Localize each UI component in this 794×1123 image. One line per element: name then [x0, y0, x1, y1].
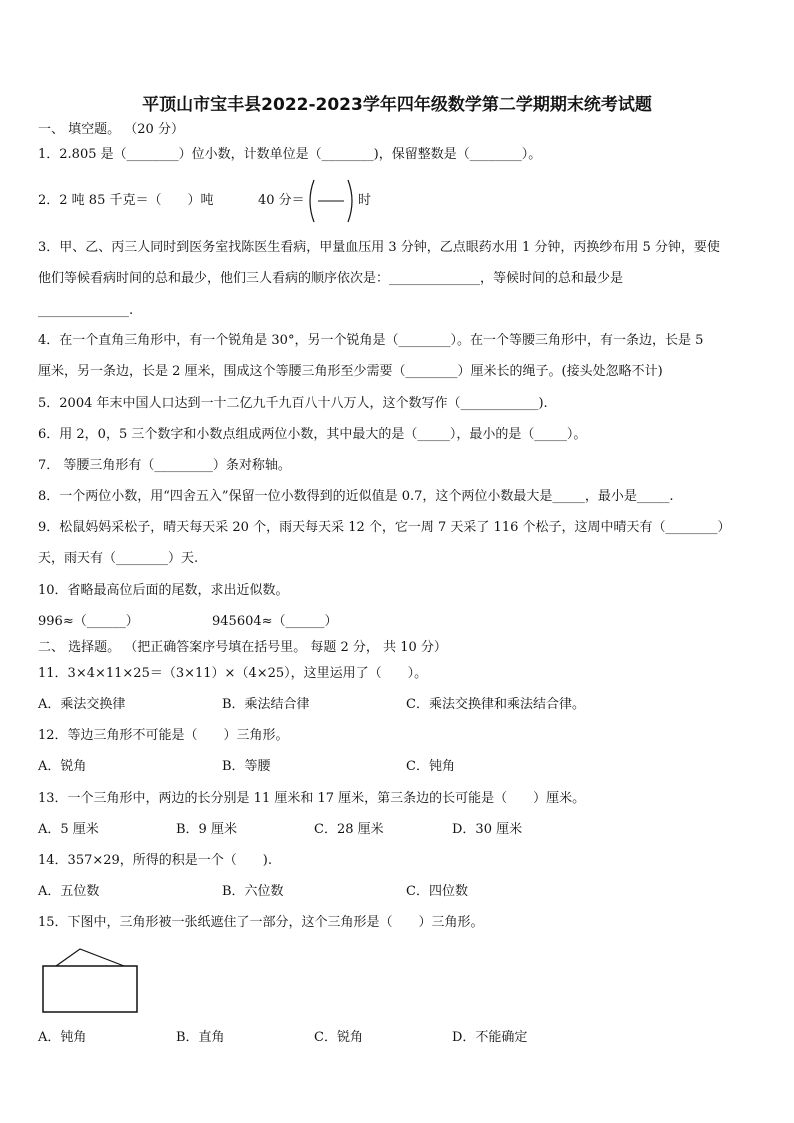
question-11-option-b[interactable]: B．乘法结合律 [222, 697, 310, 712]
question-7: 7． 等腰三角形有（_________）条对称轴。 [38, 458, 291, 473]
question-10: 10．省略最高位后面的尾数，求出近似数。 [38, 583, 289, 598]
question-15-option-d[interactable]: D．不能确定 [452, 1030, 528, 1045]
covered-triangle-figure [40, 944, 142, 1016]
question-14-option-c[interactable]: C．四位数 [406, 884, 468, 899]
question-3-line3: ______________. [38, 303, 134, 318]
question-11: 11．3×4×11×25＝（3×11）×（4×25），这里运用了（ ）。 [38, 666, 428, 681]
question-15-option-a[interactable]: A．钝角 [38, 1030, 87, 1045]
question-13-option-d[interactable]: D．30 厘米 [452, 822, 523, 837]
question-5: 5．2004 年末中国人口达到一十二亿九千九百八十八万人，这个数写作（____________). [38, 396, 548, 411]
question-11-option-a[interactable]: A．乘法交换律 [38, 697, 126, 712]
question-13: 13．一个三角形中，两边的长分别是 11 厘米和 17 厘米，第三条边的长可能是（ ）厘米。 [38, 791, 586, 806]
question-14-option-a[interactable]: A．五位数 [38, 884, 100, 899]
page-title: 平顶山市宝丰县2022-2023学年四年级数学第二学期期末统考试题 [142, 95, 652, 115]
question-12-option-c[interactable]: C．钝角 [406, 759, 455, 774]
question-15: 15．下图中，三角形被一张纸遮住了一部分，这个三角形是（ ）三角形。 [38, 915, 484, 930]
question-13-option-c[interactable]: C．28 厘米 [314, 822, 384, 837]
question-6: 6．用 2，0，5 三个数字和小数点组成两位小数，其中最大的是（_____），最小的是（_____）。 [38, 427, 587, 442]
question-13-option-a[interactable]: A．5 厘米 [38, 822, 99, 837]
question-12-option-a[interactable]: A．锐角 [38, 759, 87, 774]
question-4-line2: 厘米，另一条边，长是 2 厘米，围成这个等腰三角形至少需要（________）厘米长的绳子。(接头处忽略不计) [38, 364, 663, 379]
question-14-option-b[interactable]: B．六位数 [222, 884, 284, 899]
question-4-line1: 4．在一个直角三角形中，有一个锐角是 30°，另一个锐角是（________）。在一个等腰三角形中，有一条边，长是 5 [38, 333, 704, 348]
question-3-line1: 3．甲、乙、丙三人同时到医务室找陈医生看病，甲量血压用 3 分钟，乙点眼药水用 1 分钟，丙换纱布用 5 分钟，要使 [38, 240, 720, 255]
question-9-line2: 天，雨天有（________）天. [38, 551, 199, 566]
question-14: 14．357×29，所得的积是一个（ ). [38, 853, 272, 868]
question-10-part-a: 996≈（______） [38, 614, 139, 629]
question-9-line1: 9．松鼠妈妈采松子，晴天每天采 20 个，雨天每天采 12 个，它一周 7 天采了 116 个松子，这周中晴天有（________） [38, 520, 731, 535]
question-10-part-b: 945604≈（______） [212, 614, 338, 629]
section1-header: 一、 填空题。 （20 分） [38, 122, 184, 137]
fraction-bracket-icon [304, 178, 358, 224]
question-12: 12．等边三角形不可能是（ ）三角形。 [38, 728, 289, 743]
question-15-option-c[interactable]: C．锐角 [314, 1030, 363, 1045]
question-2-part-b: 40 分＝ [258, 193, 305, 208]
question-2-part-c: 时 [358, 193, 372, 208]
section2-header: 二、 选择题。 （把正确答案序号填在括号里。 每题 2 分， 共 10 分） [38, 640, 447, 655]
question-11-option-c[interactable]: C．乘法交换律和乘法结合律。 [406, 697, 585, 712]
question-2-part-a: 2．2 吨 85 千克＝（ ）吨 [38, 193, 214, 208]
question-1: 1．2.805 是（________）位小数，计数单位是（________)，保留整数是（________）。 [38, 147, 542, 162]
question-15-option-b[interactable]: B．直角 [176, 1030, 225, 1045]
question-13-option-b[interactable]: B．9 厘米 [176, 822, 237, 837]
question-12-option-b[interactable]: B．等腰 [222, 759, 271, 774]
question-8: 8．一个两位小数，用“四舍五入”保留一位小数得到的近似值是 0.7，这个两位小数最大是_____，最小是_____. [38, 489, 674, 504]
question-3-line2: 他们等候看病时间的总和最少，他们三人看病的顺序依次是：______________，等候时间的总和最少是 [38, 271, 624, 286]
